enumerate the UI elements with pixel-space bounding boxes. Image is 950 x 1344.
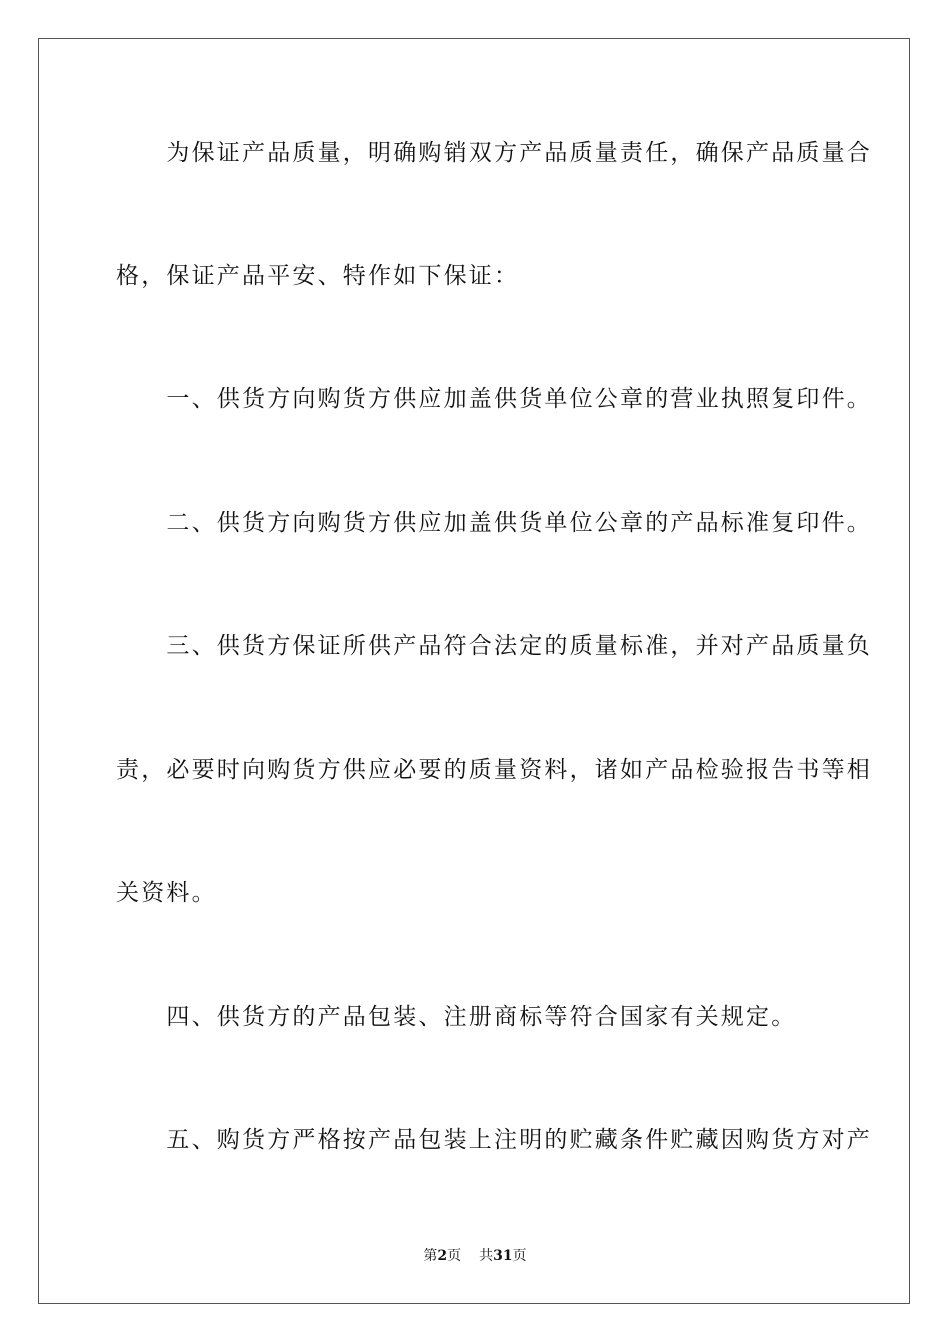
page-suffix: 页 bbox=[447, 1248, 462, 1264]
paragraph-line: 责，必要时向购货方供应必要的质量资料，诸如产品检验报告书等相 bbox=[116, 757, 872, 783]
page-footer bbox=[0, 1247, 950, 1265]
paragraph-line: 三、供货方保证所供产品符合法定的质量标准，并对产品质量负 bbox=[116, 633, 872, 659]
paragraph-line: 关资料。 bbox=[116, 880, 217, 906]
page-number: 2 bbox=[437, 1248, 448, 1264]
paragraph-line: 五、购货方严格按产品包装上注明的贮藏条件贮藏因购货方对产 bbox=[116, 1127, 872, 1153]
paragraph-line: 一、供货方向购货方供应加盖供货单位公章的营业执照复印件。 bbox=[116, 386, 872, 412]
paragraph-line: 四、供货方的产品包装、注册商标等符合国家有关规定。 bbox=[116, 1004, 797, 1030]
total-suffix: 页 bbox=[512, 1248, 527, 1264]
total-pages: 31 bbox=[493, 1248, 513, 1264]
page-prefix: 第 bbox=[423, 1248, 438, 1264]
total-prefix: 共 bbox=[479, 1248, 494, 1264]
paragraph-line: 二、供货方向购货方供应加盖供货单位公章的产品标准复印件。 bbox=[116, 510, 872, 536]
paragraph-line: 格，保证产品平安、特作如下保证： bbox=[116, 263, 520, 289]
paragraph-line: 为保证产品质量，明确购销双方产品质量责任，确保产品质量合 bbox=[116, 140, 872, 166]
page-border bbox=[38, 38, 910, 1304]
